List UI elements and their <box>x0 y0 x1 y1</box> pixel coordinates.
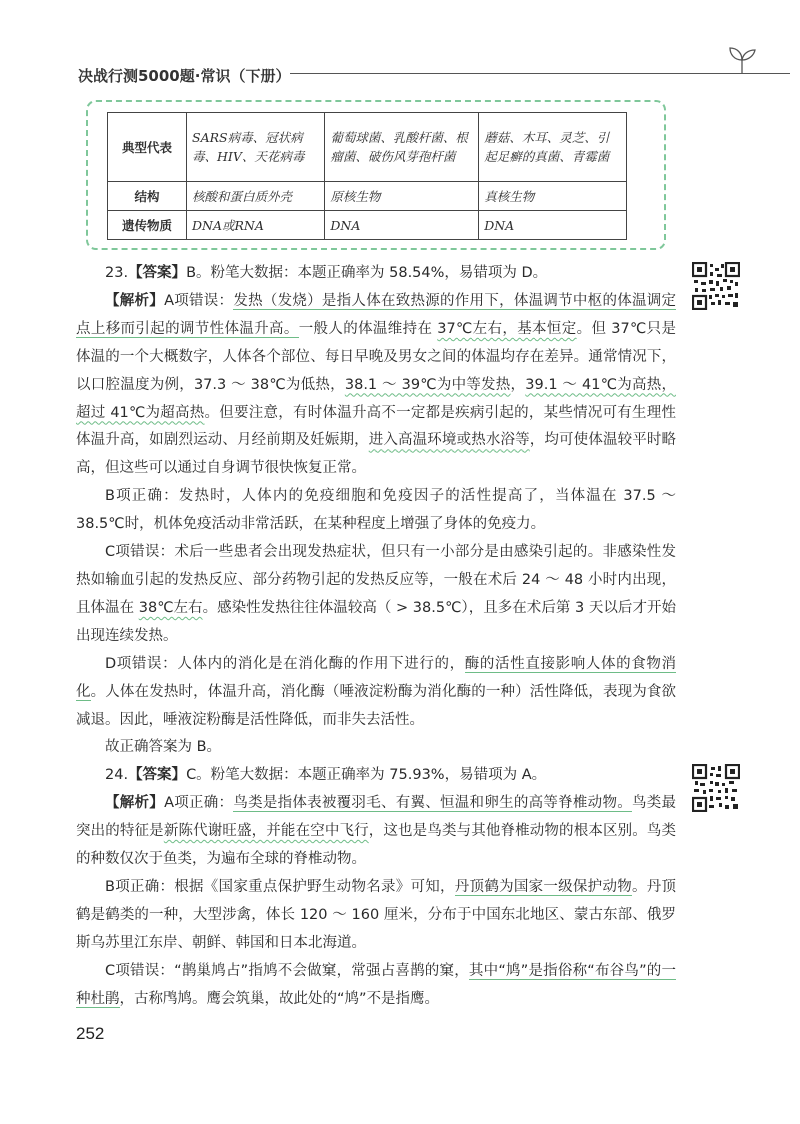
q23-option-a-analysis <box>76 288 676 483</box>
underlined-text: 其中“鸠”是指俗称“布谷鸟”的一种杜鹃 <box>76 962 677 1007</box>
table-cell: 真核生物 <box>479 182 627 211</box>
text-span: 。丹顶鹤是鹤类的一种，大型涉禽，体长 120 ～ 160 厘米，分布于中国东北地区、蒙古东部、俄罗斯乌苏里江东岸、朝鲜、韩国和日本北海道。 <box>76 878 676 951</box>
answer-text: C。粉笔大数据：本题正确率为 75.93%，易错项为 A。 <box>186 767 547 784</box>
book-title: 决战行测5000题·常识（下册） <box>78 67 291 85</box>
table-cell: DNA或RNA <box>187 211 325 240</box>
summary-table-frame <box>86 100 666 250</box>
table-cell: 蘑菇、木耳、灵芝、引起足癣的真菌、青霉菌 <box>479 113 627 182</box>
text-span: 。人体在发热时，体温升高，消化酶（唾液淀粉酶为消化酶的一种）活性降低，表现为食欲减退。因此，唾液淀粉酶是活性降低，而非失去活性。 <box>76 683 676 728</box>
q24-option-a-analysis <box>76 790 676 874</box>
q24-option-c-analysis <box>76 958 676 1014</box>
table-row <box>108 211 627 240</box>
answer-tag: 【答案】 <box>128 767 187 784</box>
q24-option-b-analysis <box>76 874 676 958</box>
answer-text: B。粉笔大数据：本题正确率为 58.54%，易错项为 D。 <box>186 265 548 281</box>
text-span: ，这也是鸟类与其他脊椎动物的根本区别。鸟类的种数仅次于鱼类，为遍布全球的脊椎动物。 <box>76 823 677 868</box>
qr-code-icon[interactable] <box>692 262 740 310</box>
text-span: 一般人的体温维持在 <box>298 320 438 337</box>
wavy-underlined-text: 38℃左右 <box>138 599 203 616</box>
option-lead: A项正确： <box>164 795 234 812</box>
underlined-text: 丹顶鹤为国家一级保护动物 <box>454 878 632 895</box>
text-span: C项错误：“鹊巢鸠占”指鸠不会做窠，常强占喜鹊的窠， <box>105 962 469 979</box>
row-header: 遗传物质 <box>108 211 187 240</box>
table-row <box>108 182 627 211</box>
underlined-text: 鸟类是指体表被覆羽毛、有翼、恒温和卵生的高等脊椎动物。 <box>233 795 632 812</box>
table-cell: 葡萄球菌、乳酸杆菌、根瘤菌、破伤风芽孢杆菌 <box>325 113 479 182</box>
underlined-text: 发热（发烧）是指人体在致热源的作用下，体温调节中枢的体温调定点上移而引起的调节性体温升高。 <box>76 292 677 337</box>
answer-tag: 【答案】 <box>128 265 187 281</box>
text-span: B项正确：根据《国家重点保护野生动物名录》可知， <box>105 878 455 895</box>
page-header <box>72 60 762 90</box>
q23-option-b-analysis: B项正确：发热时，人体内的免疫细胞和免疫因子的活性提高了，当体温在 37.5 ～ 38.5℃时，机体免疫活动非常活跃，在某种程度上增强了身体的免疫力。 <box>76 488 676 533</box>
table-cell: DNA <box>325 211 479 240</box>
wavy-underlined-text: 进入高温环境或热水浴等 <box>368 432 530 449</box>
wavy-underlined-text: 新陈代谢旺盛，并能在空中飞行 <box>163 823 369 840</box>
qr-code-icon[interactable] <box>692 764 740 812</box>
microbe-comparison-table <box>107 112 627 240</box>
underlined-text: 酶的活性直接影响人体的食物消化 <box>76 655 676 700</box>
header-rule <box>290 73 790 74</box>
text-span: 鸟类最突出的特征是 <box>76 795 677 840</box>
text-span: ，均可使体温较平时略高，但这些可以通过自身调节很快恢复正常。 <box>76 432 677 477</box>
text-span: 。但 37℃只是体温的一个大概数字，人体各个部位、每日早晚及男女之间的体温均存在差异。通常情况下，以口腔温度为例，37.3 ～ 38℃为低热， <box>76 320 677 393</box>
analysis-tag: 【解析】 <box>105 795 165 812</box>
q24-answer-line <box>76 762 676 790</box>
page-number: 252 <box>76 1024 105 1043</box>
explanation-body <box>76 260 676 1013</box>
table-cell: SARS病毒、冠状病毒、HIV、天花病毒 <box>187 113 325 182</box>
row-header: 结构 <box>108 182 187 211</box>
table-cell: DNA <box>479 211 627 240</box>
q23-option-c-analysis <box>76 539 676 651</box>
text-span: C项错误：术后一些患者会出现发热症状，但只有一小部分是由感染引起的。非感染性发热如输血引起的发热反应、部分药物引起的发热反应等，一般在术后 24 ～ 48 小时内出现，且体温在 <box>76 544 676 616</box>
row-header: 典型代表 <box>108 113 187 182</box>
wavy-underlined-text: 37℃左右，基本恒定 <box>437 320 577 337</box>
question-number: 23. <box>105 265 129 281</box>
text-span: 。感染性发热往往体温较高（ > 38.5℃），且多在术后第 3 天以后才开始出现连续发热。 <box>76 599 676 644</box>
q23-answer-line <box>76 260 676 288</box>
text-span: ， <box>510 376 526 393</box>
text-span: 。但要注意，有时体温升高不一定都是疾病引起的，某些情况可有生理性体温升高，如剧烈运动、月经前期及妊娠期， <box>76 404 677 449</box>
table-cell: 原核生物 <box>325 182 479 211</box>
analysis-tag: 【解析】 <box>105 292 165 309</box>
text-span: ，古称鸤鸠。鹰会筑巢，故此处的“鸠”不是指鹰。 <box>119 990 440 1007</box>
q23-conclusion: 故正确答案为 B。 <box>105 739 222 756</box>
table-cell: 核酸和蛋白质外壳 <box>187 182 325 211</box>
table-row <box>108 113 627 182</box>
option-lead: A项错误： <box>164 292 234 309</box>
text-span: D项错误：人体内的消化是在消化酶的作用下进行的， <box>105 655 465 672</box>
wavy-underlined-text: 38.1 ～ 39℃为中等发热 <box>344 376 511 393</box>
q23-option-d-analysis <box>76 651 676 735</box>
wavy-underlined-text: 39.1 ～ 41℃为高热，超过 41℃为超高热 <box>76 376 676 421</box>
question-number: 24. <box>105 767 129 784</box>
sprout-icon <box>722 44 762 76</box>
